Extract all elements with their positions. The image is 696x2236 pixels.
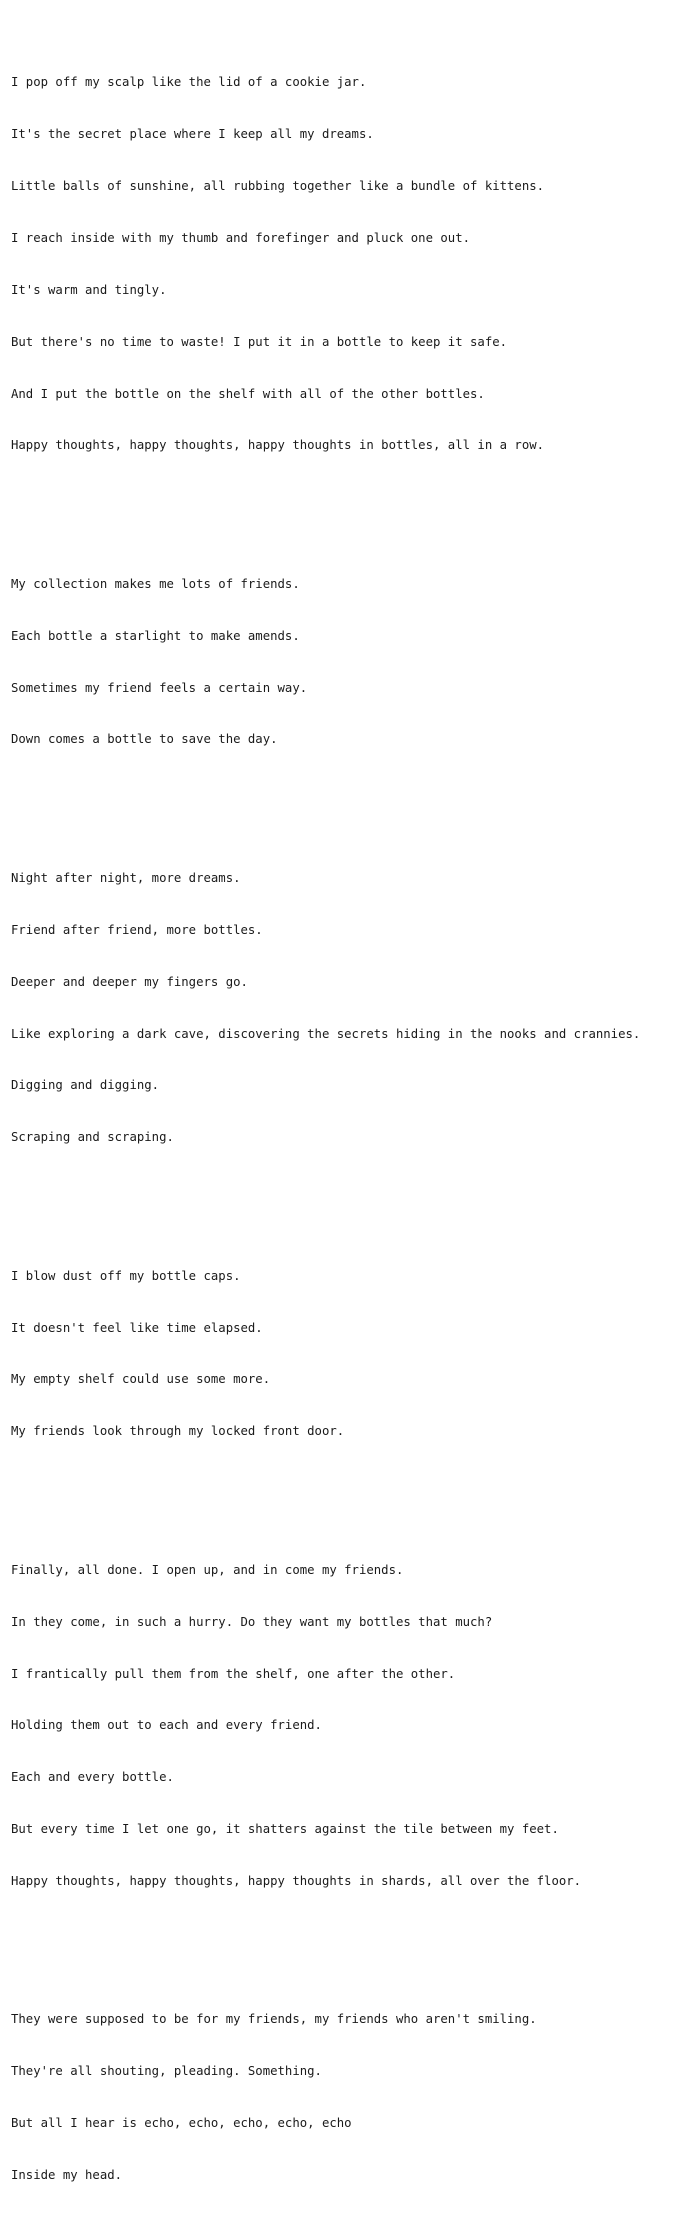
poem-line: Like exploring a dark cave, discovering the secrets hiding in the nooks and crannies. (11, 1026, 641, 1041)
poem-line: My collection makes me lots of friends. (11, 576, 300, 591)
poem-line: Happy thoughts, happy thoughts, happy thoughts in shards, all over the floor. (11, 1874, 582, 1889)
poem-line: In they come, in such a hurry. Do they want my bottles that much? (11, 1614, 493, 1629)
poem-line: And I put the bottle on the shelf with all of the other bottles. (11, 386, 485, 401)
poem-line: Happy thoughts, happy thoughts, happy thoughts in bottles, all in a row. (11, 438, 545, 453)
poem-line: I blow dust off my bottle caps. (11, 1268, 241, 1283)
poem-line: Each and every bottle. (11, 1770, 174, 1785)
poem-line: Night after night, more dreams. (11, 870, 241, 885)
stanza-3 (11, 835, 696, 1181)
poem-line: They were supposed to be for my friends, my friends who aren't smiling. (11, 2012, 537, 2027)
poem-line: It's warm and tingly. (11, 282, 167, 297)
poem-line: Inside my head. (11, 2168, 123, 2183)
stanza-1 (11, 40, 696, 490)
stanza-2 (11, 541, 696, 783)
poem-line: Little balls of sunshine, all rubbing together like a bundle of kittens. (11, 178, 545, 193)
poem-line: They're all shouting, pleading. Something. (11, 2064, 322, 2079)
poem-line: Friend after friend, more bottles. (11, 922, 263, 937)
poem-line: It doesn't feel like time elapsed. (11, 1320, 263, 1335)
poem-line: But all I hear is echo, echo, echo, echo, echo (11, 2116, 352, 2131)
poem-line: I reach inside with my thumb and forefinger and pluck one out. (11, 230, 471, 245)
poem-line: Scraping and scraping. (11, 1130, 174, 1145)
poem-line: Down comes a bottle to save the day. (11, 732, 278, 747)
poem-line: It's the secret place where I keep all my dreams. (11, 127, 374, 142)
poem-line: My friends look through my locked front door. (11, 1424, 345, 1439)
poem-line: But every time I let one go, it shatters against the tile between my feet. (11, 1822, 559, 1837)
poem-line: I frantically pull them from the shelf, one after the other. (11, 1666, 456, 1681)
stanza-5 (11, 1527, 696, 1925)
poem-line: Each bottle a starlight to make amends. (11, 628, 300, 643)
poem-line: Digging and digging. (11, 1078, 160, 1093)
poem-line: Sometimes my friend feels a certain way. (11, 680, 308, 695)
poem-line: But there's no time to waste! I put it in a bottle to keep it safe. (11, 334, 508, 349)
poem-line: Deeper and deeper my fingers go. (11, 974, 248, 989)
stanza-4 (11, 1233, 696, 1475)
stanza-6 (11, 1977, 696, 2219)
poem-line: My empty shelf could use some more. (11, 1372, 271, 1387)
poem-line: Finally, all done. I open up, and in come my friends. (11, 1562, 404, 1577)
poem-line: I pop off my scalp like the lid of a cookie jar. (11, 75, 367, 90)
poem-line: Holding them out to each and every friend. (11, 1718, 322, 1733)
